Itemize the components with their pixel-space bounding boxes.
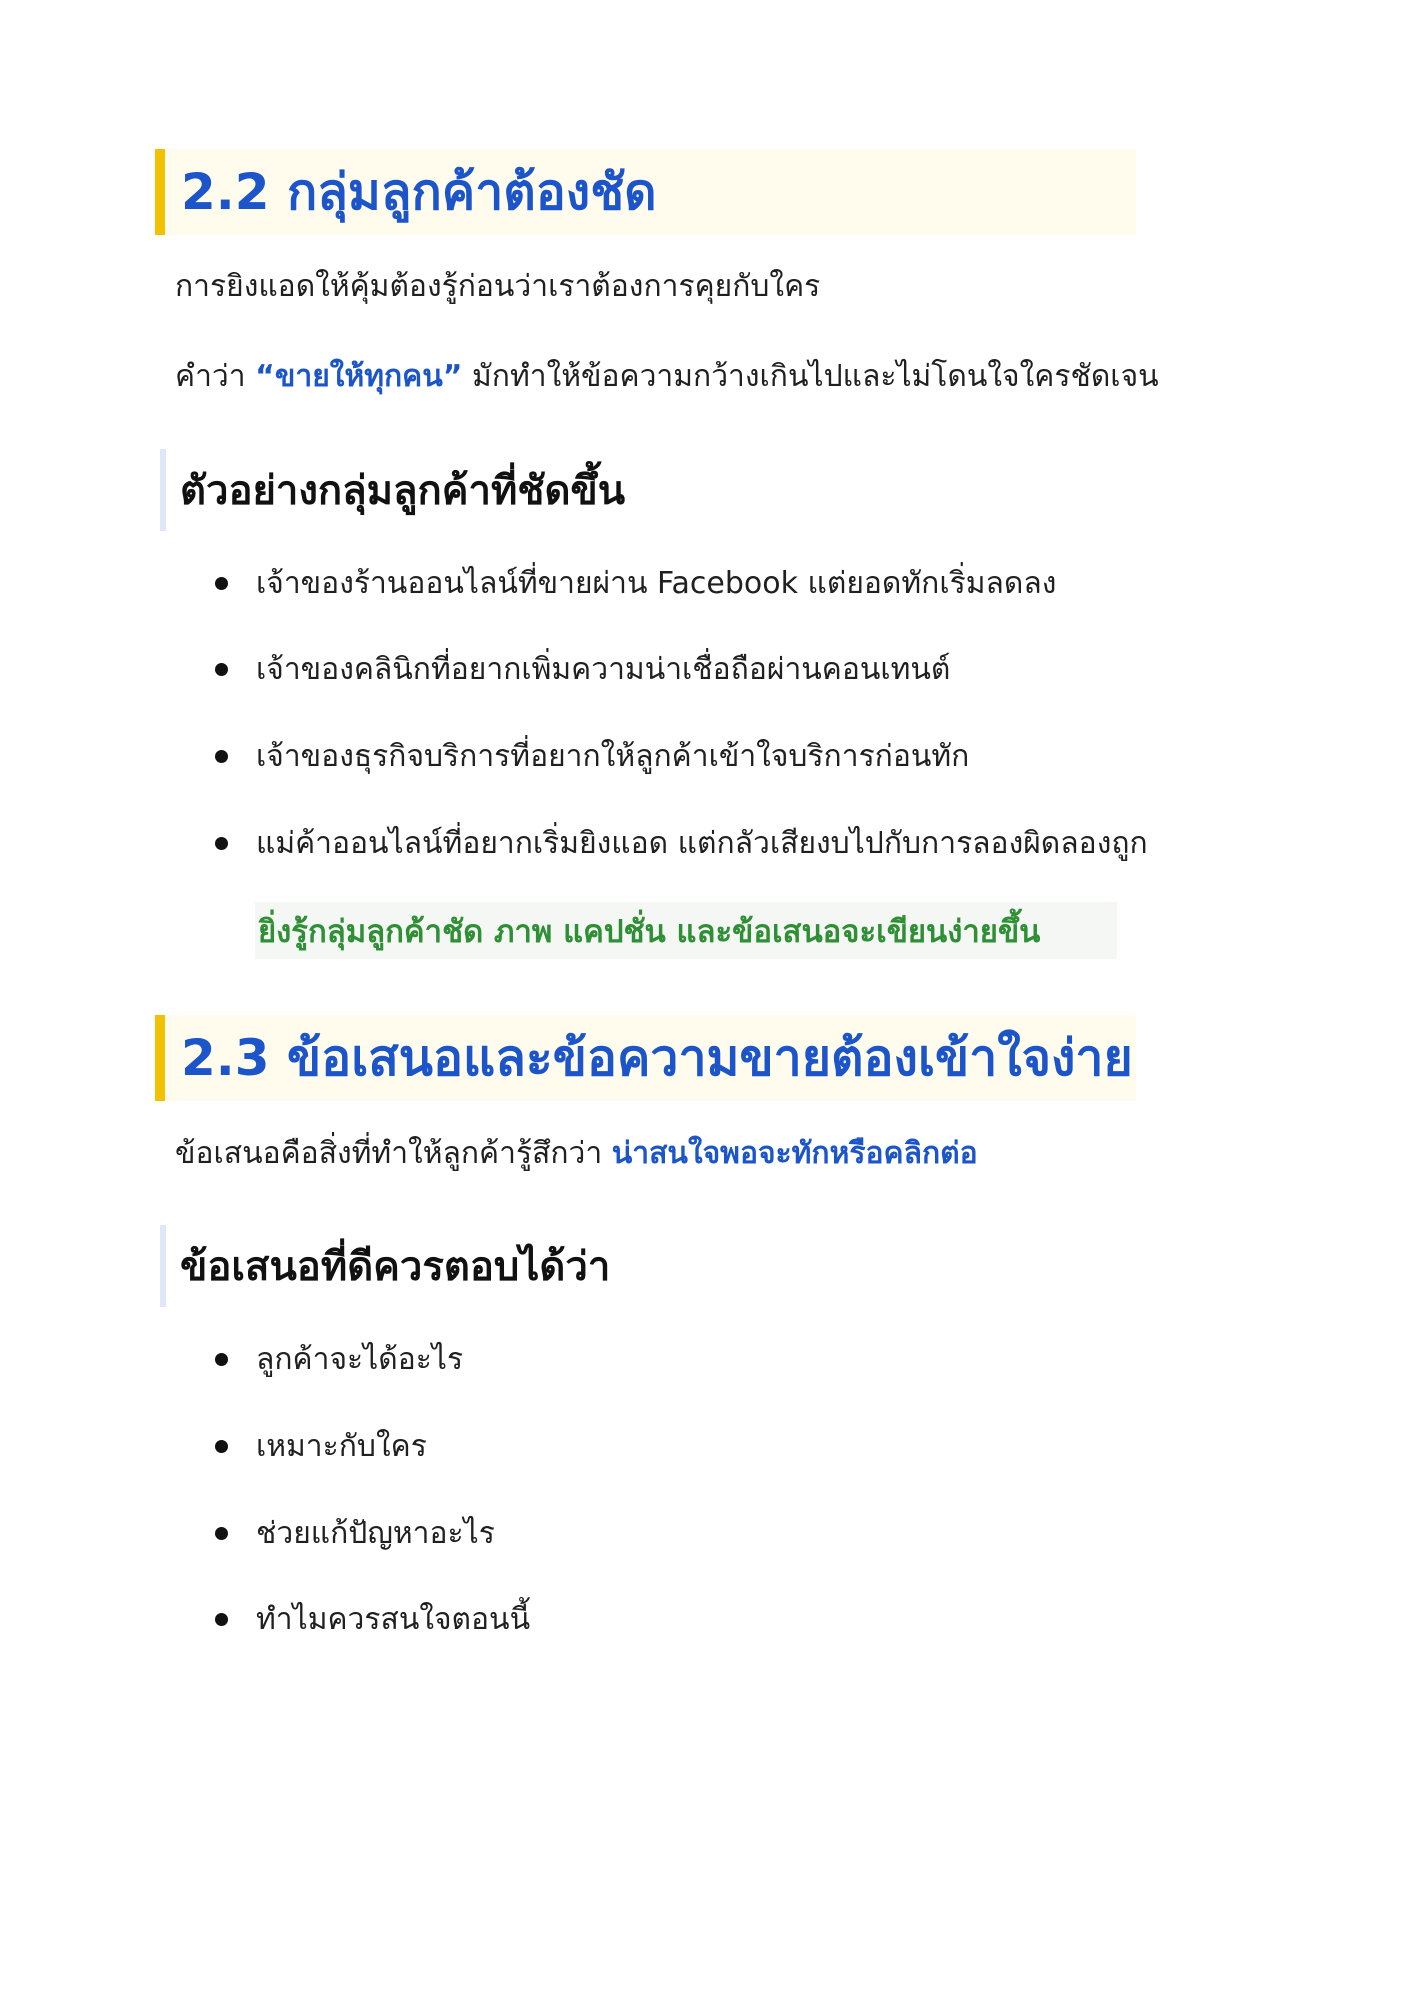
paragraph-ad-targeting: การยิงแอดให้คุ้มต้องรู้ก่อนว่าเราต้องการคุยกับใคร — [175, 269, 821, 304]
paragraph-offer-definition — [175, 1136, 978, 1172]
emphasis-offer: น่าสนใจพอจะทักหรือคลิกต่อ — [611, 1136, 978, 1171]
bullet-dot-icon — [215, 837, 228, 850]
bullet-dot-icon — [215, 577, 228, 590]
bullet-dot-icon — [215, 1613, 228, 1626]
list-item — [215, 563, 1056, 603]
list-item-text: เหมาะกับใคร — [256, 1428, 427, 1464]
section-heading-2-2-text: 2.2 กลุ่มลูกค้าต้องชัด — [181, 163, 657, 221]
list-item-text: ช่วยแก้ปัญหาอะไร — [256, 1515, 495, 1551]
paragraph-suffix: มักทำให้ข้อความกว้างเกินไปและไม่โดนใจใครชัดเจน — [462, 359, 1159, 394]
subheading-customer-examples — [160, 449, 625, 531]
paragraph-prefix: ข้อเสนอคือสิ่งที่ทำให้ลูกค้ารู้สึกว่า — [175, 1136, 612, 1171]
list-item — [215, 1426, 427, 1466]
list-item-text: ทำไมควรสนใจตอนนี้ — [256, 1601, 531, 1637]
bullet-dot-icon — [215, 1527, 228, 1540]
list-item — [215, 1339, 463, 1379]
list-item-text: เจ้าของธุรกิจบริการที่อยากให้ลูกค้าเข้าใจบริการก่อนทัก — [256, 738, 970, 774]
section-heading-2-2 — [155, 149, 1136, 235]
list-item — [215, 736, 969, 776]
subheading-good-offer — [160, 1225, 610, 1307]
list-item-text: เจ้าของร้านออนไลน์ที่ขายผ่าน Facebook แต่ยอดทักเริ่มลดลง — [256, 565, 1057, 601]
list-item — [215, 649, 950, 689]
callout-text: ยิ่งรู้กลุ่มลูกค้าชัด ภาพ แคปชั่น และข้อเสนอจะเขียนง่ายขึ้น — [258, 913, 1041, 950]
subheading-good-offer-text: ข้อเสนอที่ดีควรตอบได้ว่า — [180, 1244, 611, 1290]
list-item-text: ลูกค้าจะได้อะไร — [256, 1341, 464, 1377]
emphasis-sell-to-everyone: “ขายให้ทุกคน” — [255, 359, 463, 394]
bullet-dot-icon — [215, 1353, 228, 1366]
bullet-dot-icon — [215, 1440, 228, 1453]
list-item — [215, 1513, 495, 1553]
callout-highlight — [255, 902, 1117, 959]
section-heading-2-3-text: 2.3 ข้อเสนอและข้อความขายต้องเข้าใจง่าย — [181, 1029, 1133, 1087]
subheading-customer-examples-text: ตัวอย่างกลุ่มลูกค้าที่ชัดขึ้น — [180, 468, 626, 514]
bullet-dot-icon — [215, 663, 228, 676]
list-item — [215, 823, 1148, 863]
list-item — [215, 1599, 530, 1639]
section-heading-2-3 — [155, 1015, 1136, 1101]
list-item-text: เจ้าของคลินิกที่อยากเพิ่มความน่าเชื่อถือผ่านคอนเทนต์ — [256, 651, 951, 687]
list-item-text: แม่ค้าออนไลน์ที่อยากเริ่มยิงแอด แต่กลัวเสียงบไปกับการลองผิดลองถูก — [256, 825, 1148, 861]
paragraph-prefix: คำว่า — [175, 359, 256, 394]
bullet-dot-icon — [215, 750, 228, 763]
paragraph-sell-to-everyone — [175, 359, 1159, 395]
